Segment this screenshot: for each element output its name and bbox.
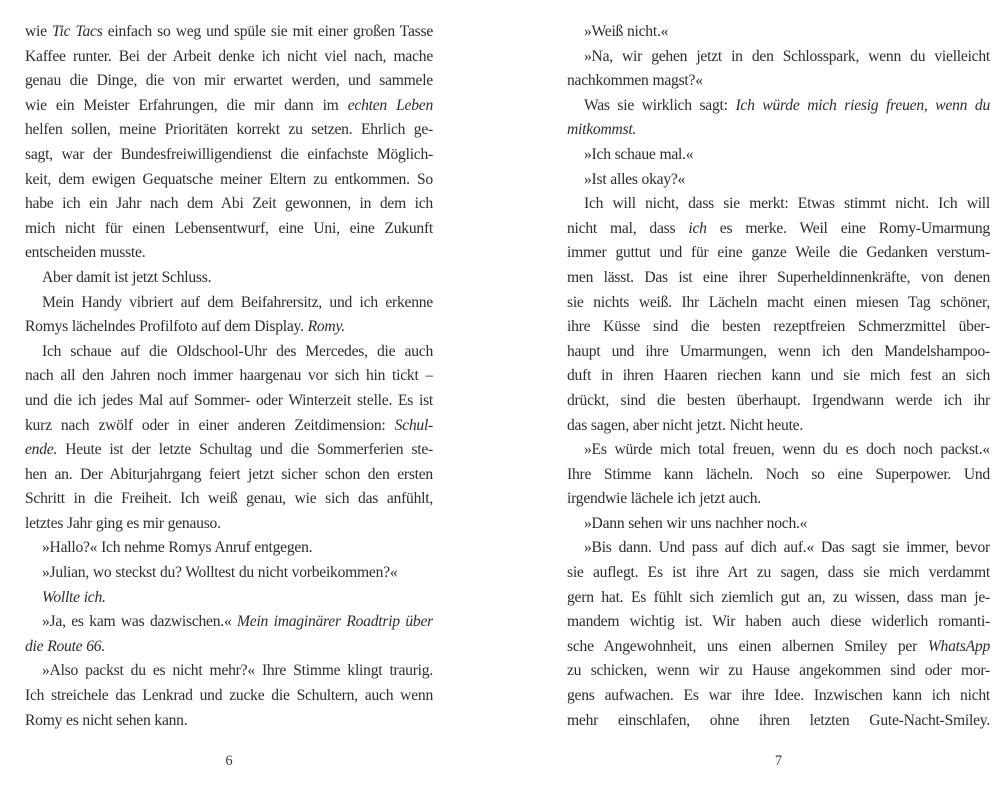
text-line: [567, 389, 990, 414]
text-line: [567, 635, 990, 660]
text-line: [567, 69, 990, 94]
text-line: [25, 192, 433, 217]
text-segment: Ich streichele das Lenkrad und zucke die Schultern, auch wenn: [25, 687, 433, 705]
text-segment: Ihre Stimme kann lächeln. Noch so eine Superpower. Und: [567, 465, 990, 483]
text-line: [567, 414, 990, 439]
text-segment: »Es würde mich total freuen, wenn du es doch noch packst.«: [584, 441, 990, 459]
text-line: [25, 512, 433, 537]
text-line: [567, 94, 990, 119]
page-text: [25, 20, 433, 733]
text-segment: Ich will nicht, dass sie merkt: Etwas stimmt nicht. Ich will: [584, 195, 990, 213]
text-segment: entscheiden musste.: [25, 244, 146, 262]
text-segment: mandem wichtig ist. Wir haben auch diese widerlich romanti-: [567, 613, 990, 631]
text-segment: letztes Jahr ging es mir genauso.: [25, 514, 221, 532]
text-segment-italic: Romy.: [307, 318, 345, 336]
text-segment: »Also packst du es nicht mehr?« Ihre Stimme klingt traurig.: [42, 662, 433, 680]
text-line: [25, 364, 433, 389]
text-line: [25, 291, 433, 316]
text-line: [25, 487, 433, 512]
text-segment: ihre Küsse sind die besten rezeptfreien Schmerzmittel über-: [567, 318, 990, 336]
text-line: [567, 512, 990, 537]
text-line: [567, 143, 990, 168]
text-line: [25, 45, 433, 70]
text-segment-italic: echten Leben: [347, 96, 433, 114]
page-number: 6: [225, 753, 233, 769]
text-segment: wie ein Meister Erfahrungen, die mir dann im: [25, 96, 348, 114]
text-segment-italic: ich: [688, 219, 707, 237]
text-line: [567, 168, 990, 193]
text-segment: wie: [25, 23, 52, 40]
text-segment: sche Angewohnheit, uns einen albernen Smiley per: [567, 637, 928, 655]
text-line: [567, 266, 990, 291]
text-line: [25, 315, 433, 340]
text-line: [567, 438, 990, 463]
text-segment-italic: Tic Tacs: [51, 23, 103, 40]
text-segment: irgendwie lächele ich jetzt auch.: [567, 490, 761, 508]
text-line: [25, 143, 433, 168]
text-line: [25, 586, 433, 611]
text-segment: zu schicken, wenn wir zu Hause angekommen sind oder mor-: [567, 662, 990, 680]
text-segment: kurz nach zwölf oder in einer anderen Zeitdimension:: [25, 416, 395, 434]
text-segment: »Weiß nicht.«: [584, 23, 669, 40]
text-segment: Mein Handy vibriert auf dem Beifahrersitz, und ich erkenne: [42, 293, 433, 311]
text-segment: »Na, wir gehen jetzt in den Schlosspark, wenn du vielleicht: [584, 47, 990, 65]
text-line: [567, 487, 990, 512]
text-line: [25, 635, 433, 660]
text-segment: Aber damit ist jetzt Schluss.: [42, 268, 212, 286]
text-line: [25, 241, 433, 266]
text-segment: es merke. Weil eine Romy-Umarmung: [706, 219, 990, 237]
text-segment: nicht mal, dass: [567, 219, 689, 237]
text-segment: »Ist alles okay?«: [584, 170, 686, 188]
text-segment: sagt, war der Bundesfreiwilligendienst die einfachste Möglich-: [25, 145, 433, 163]
text-segment-italic: Wollte ich.: [42, 588, 106, 606]
text-line: [567, 315, 990, 340]
text-segment: immer guttut und für eine ganze Weile die Gedanken verstum-: [567, 244, 990, 262]
text-line: [25, 610, 433, 635]
text-line: [25, 118, 433, 143]
text-segment: Kaffee runter. Bei der Arbeit denke ich nicht viel nach, mache: [25, 47, 433, 65]
text-segment: genau die Dinge, die von mir erwartet werden, und sammele: [25, 72, 433, 90]
text-line: [567, 364, 990, 389]
text-line: [567, 463, 990, 488]
text-segment-italic: Mein imaginärer Roadtrip über: [237, 613, 433, 631]
text-segment: helfen sollen, meine Prioritäten korrekt zu setzen. Ehrlich ge-: [25, 121, 433, 139]
text-segment: »Julian, wo steckst du? Wolltest du nicht vorbeikommen?«: [42, 564, 398, 582]
text-line: [25, 659, 433, 684]
text-line: [25, 709, 433, 734]
text-line: [25, 389, 433, 414]
text-segment: sie nichts weiß. Ihr Lächeln macht einen miesen Tag schöner,: [567, 293, 990, 311]
text-segment: Schritt in die Freiheit. Ich weiß genau, wie sich das anfühlt,: [25, 490, 433, 508]
text-segment: Romys lächelndes Profilfoto auf dem Display.: [25, 318, 308, 336]
text-line: [567, 20, 990, 45]
text-segment: keit, dem ewigen Gequatsche meiner Eltern zu entkommen. So: [25, 170, 433, 188]
text-line: [567, 610, 990, 635]
text-segment: »Ich schaue mal.«: [584, 145, 694, 163]
text-line: [567, 241, 990, 266]
text-line: [25, 536, 433, 561]
text-line: [25, 684, 433, 709]
page-text: [567, 20, 990, 733]
text-line: [567, 684, 990, 709]
text-segment: »Hallo?« Ich nehme Romys Anruf entgegen.: [42, 539, 313, 557]
text-line: [567, 45, 990, 70]
text-segment: das sagen, aber nicht jetzt. Nicht heute.: [567, 416, 804, 434]
text-segment: »Ja, es kam was dazwischen.«: [42, 613, 238, 631]
text-segment-italic: die Route 66.: [25, 637, 105, 655]
text-segment: und die ich jedes Mal auf Sommer- oder Winterzeit stelle. Es ist: [25, 391, 433, 409]
text-line: [25, 266, 433, 291]
text-segment: habe ich ein Jahr nach dem Abi Zeit gewonnen, in dem ich: [25, 195, 433, 213]
text-segment: haupt und ihre Umarmungen, wenn ich den Mandelshampoo-: [567, 342, 990, 360]
text-segment-italic: mitkommst.: [567, 121, 637, 139]
text-segment: nachkommen magst?«: [567, 72, 703, 90]
text-line: [567, 561, 990, 586]
text-line: [567, 118, 990, 143]
text-line: [567, 217, 990, 242]
text-segment: men lässt. Das ist eine ihrer Superheldinnenkräfte, von denen: [567, 268, 990, 286]
text-segment-italic: ende.: [25, 441, 58, 459]
text-line: [25, 94, 433, 119]
text-segment: Was sie wirklich sagt:: [584, 96, 736, 114]
text-segment-italic: Ich würde mich riesig freuen, wenn du: [735, 96, 990, 114]
text-segment: sie auflegt. Es ist ihre Art zu sagen, dass sie mich verdammt: [567, 564, 990, 582]
text-line: [567, 709, 990, 734]
text-line: [25, 20, 433, 45]
text-line: [25, 463, 433, 488]
text-segment-italic: Schul-: [394, 416, 433, 434]
text-segment: nach all den Jahren noch immer haargenau vor sich hin tickt –: [25, 367, 433, 385]
text-segment: Heute ist der letzte Schultag und die Sommerferien ste-: [57, 441, 433, 459]
text-line: [25, 438, 433, 463]
text-line: [567, 291, 990, 316]
text-line: [567, 192, 990, 217]
text-line: [567, 659, 990, 684]
text-segment: Ich schaue auf die Oldschool-Uhr des Mercedes, die auch: [42, 342, 433, 360]
text-segment: Romy es nicht sehen kann.: [25, 711, 188, 729]
text-line: [25, 168, 433, 193]
text-segment: »Dann sehen wir uns nachher noch.«: [584, 514, 808, 532]
text-segment: duft in ihren Haaren riechen kann und sie mich fest an sich: [567, 367, 990, 385]
text-line: [567, 340, 990, 365]
text-segment-italic: WhatsApp: [927, 637, 990, 655]
text-segment: mehr einschlafen, ohne ihren letzten Gute-Nacht-Smiley.: [567, 711, 990, 729]
text-line: [25, 217, 433, 242]
text-line: [25, 69, 433, 94]
text-segment: mich nicht für einen Lebensentwurf, eine Uni, eine Zukunft: [25, 219, 433, 237]
text-segment: »Bis dann. Und pass auf dich auf.« Das sagt sie immer, bevor: [584, 539, 990, 557]
text-line: [567, 536, 990, 561]
text-line: [567, 586, 990, 611]
text-line: [25, 414, 433, 439]
text-segment: einfach so weg und spüle sie mit einer großen Tasse: [102, 23, 433, 40]
book-page-right: [567, 20, 990, 800]
book-page-left: [25, 20, 433, 800]
page-number: 7: [774, 753, 783, 769]
text-segment: gern hat. Es fühlt sich ziemlich gut an, zu wissen, dass man je-: [567, 588, 990, 606]
text-segment: hen an. Der Abiturjahrgang feiert jetzt sicher schon den ersten: [25, 465, 433, 483]
text-line: [25, 561, 433, 586]
text-line: [25, 340, 433, 365]
text-segment: drückt, sind die besten überhaupt. Irgendwann werde ich ihr: [567, 391, 990, 409]
text-segment: gens aufwachen. Es war ihre Idee. Inzwischen kann ich nicht: [567, 687, 990, 705]
